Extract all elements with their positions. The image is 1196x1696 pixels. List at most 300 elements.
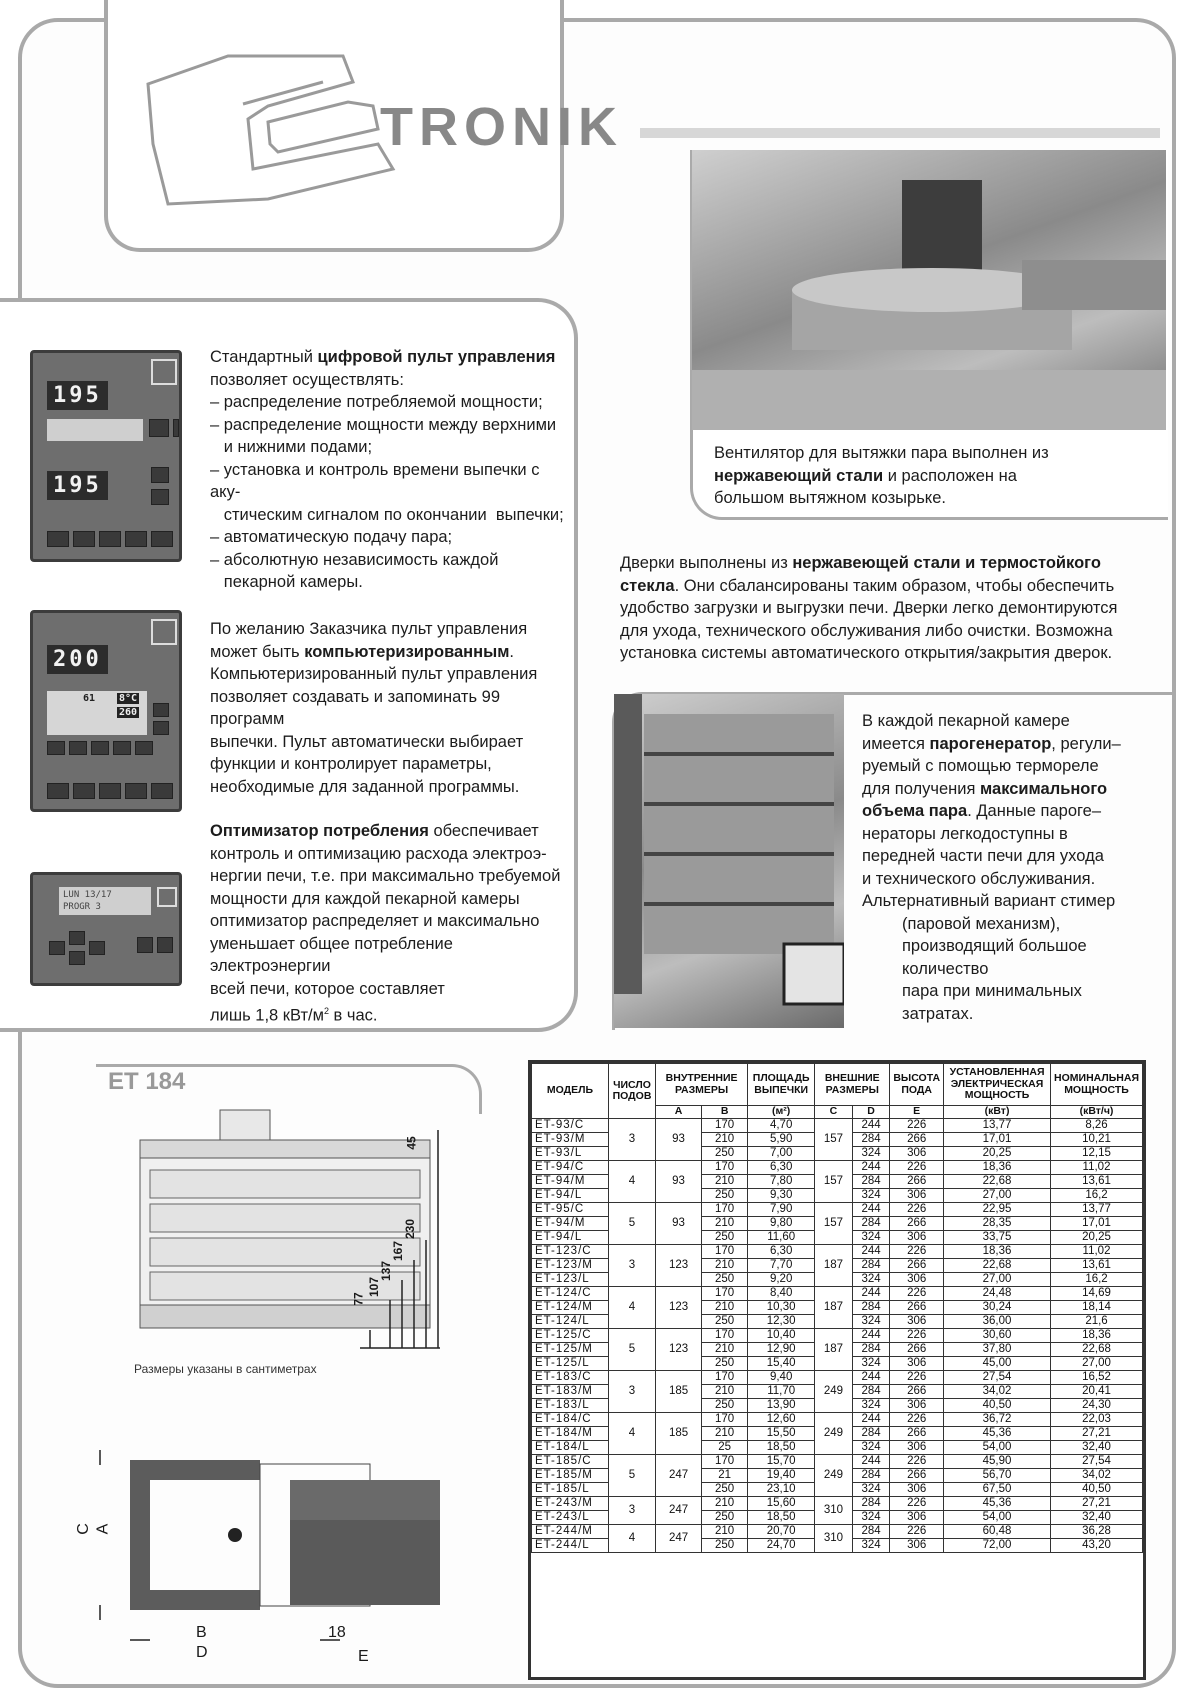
- table-cell: ET-244/M: [532, 1525, 609, 1539]
- table-cell: 157: [815, 1161, 853, 1203]
- text-line: функции и контролирует параметры,: [210, 755, 492, 773]
- table-cell: 11,60: [748, 1231, 815, 1245]
- text-fragment: . Они сбалансированы таким образом, чтобы обеспечить: [674, 576, 1115, 595]
- panel-function-button[interactable]: [73, 531, 95, 547]
- table-cell: 324: [852, 1399, 890, 1413]
- dim-label: 137: [379, 1260, 394, 1282]
- sub-header: A: [656, 1106, 702, 1119]
- table-cell: 266: [890, 1427, 944, 1441]
- table-cell: 226: [890, 1455, 944, 1469]
- table-cell: 27,21: [1051, 1497, 1143, 1511]
- table-cell: 324: [852, 1231, 890, 1245]
- table-cell: ET-244/L: [532, 1539, 609, 1553]
- table-cell: 5,90: [748, 1133, 815, 1147]
- table-cell: 210: [702, 1301, 748, 1315]
- text-line: затратах.: [902, 1004, 974, 1023]
- text-fragment: . Данные пароге–: [967, 802, 1102, 820]
- text-fragment: и расположен на: [883, 466, 1017, 485]
- table-cell: 36,00: [944, 1315, 1051, 1329]
- table-cell: 18,36: [1051, 1329, 1143, 1343]
- dimensions-caption: Размеры указаны в сантиметрах: [134, 1362, 317, 1376]
- table-cell: 244: [852, 1245, 890, 1259]
- dim-label: 45: [404, 1136, 419, 1150]
- table-cell: 187: [815, 1245, 853, 1287]
- table-cell: ET-124/M: [532, 1301, 609, 1315]
- table-row: [532, 1245, 1143, 1259]
- table-cell: 284: [852, 1343, 890, 1357]
- table-cell: 45,36: [944, 1427, 1051, 1441]
- text-line: По желанию Заказчика пульт управления: [210, 620, 528, 638]
- text-bold: максимального: [980, 779, 1108, 798]
- table-cell: 250: [702, 1483, 748, 1497]
- panel-function-button[interactable]: [73, 783, 95, 799]
- table-cell: 12,15: [1051, 1147, 1143, 1161]
- table-cell: ET-183/C: [532, 1371, 609, 1385]
- table-cell: 210: [702, 1133, 748, 1147]
- text-fragment: может быть: [210, 642, 305, 661]
- table-cell: 22,68: [1051, 1343, 1143, 1357]
- table-cell: 27,00: [1051, 1357, 1143, 1371]
- table-cell: 284: [852, 1427, 890, 1441]
- table-cell: 13,77: [1051, 1203, 1143, 1217]
- panel-key[interactable]: [135, 741, 153, 755]
- list-item: – распределение мощности между верхними: [210, 415, 557, 434]
- table-cell: 284: [852, 1133, 890, 1147]
- fan-caption: [714, 442, 1154, 510]
- table-cell: 24,48: [944, 1287, 1051, 1301]
- list-item: и нижними подами;: [210, 438, 373, 456]
- panel-function-button[interactable]: [99, 531, 121, 547]
- down-arrow-button[interactable]: [151, 489, 169, 505]
- panel-logo-icon: [151, 619, 177, 645]
- table-cell: 284: [852, 1385, 890, 1399]
- table-cell: 16,2: [1051, 1273, 1143, 1287]
- table-row: [532, 1497, 1143, 1511]
- text-fragment: Стандартный: [210, 348, 318, 366]
- table-cell: 8,40: [748, 1287, 815, 1301]
- text-fragment: Дверки выполнены из: [620, 554, 793, 572]
- table-cell: 28,35: [944, 1217, 1051, 1231]
- table-cell: 18,50: [748, 1441, 815, 1455]
- table-cell: 244: [852, 1161, 890, 1175]
- table-cell: 210: [702, 1343, 748, 1357]
- table-cell: 250: [702, 1357, 748, 1371]
- list-item: – установка и контроль времени выпечки с аку-: [210, 460, 540, 501]
- table-cell: 250: [702, 1189, 748, 1203]
- table-cell: 250: [702, 1231, 748, 1245]
- table-cell: 93: [656, 1119, 702, 1161]
- table-cell: 187: [815, 1329, 853, 1371]
- panel-display-bottom: 195: [47, 471, 108, 500]
- col-header: УСТАНОВЛЕННАЯ ЭЛЕКТРИЧЕСКАЯ МОЩНОСТЬ: [944, 1064, 1051, 1106]
- spec-table-body: [532, 1119, 1143, 1553]
- table-cell: 244: [852, 1329, 890, 1343]
- brand-title: TRONIK: [380, 97, 623, 157]
- panel-display-top: 195: [47, 381, 108, 410]
- text-line: производящий большое: [902, 937, 1087, 955]
- table-cell: 187: [815, 1287, 853, 1329]
- table-cell: 250: [702, 1539, 748, 1553]
- table-cell: 5: [609, 1329, 656, 1371]
- table-cell: 249: [815, 1455, 853, 1497]
- table-cell: ET-125/L: [532, 1357, 609, 1371]
- table-row: [532, 1329, 1143, 1343]
- table-cell: 3: [609, 1497, 656, 1525]
- table-row: [532, 1161, 1143, 1175]
- table-cell: 123: [656, 1287, 702, 1329]
- table-cell: 15,50: [748, 1427, 815, 1441]
- table-cell: 247: [656, 1525, 702, 1553]
- table-cell: 284: [852, 1175, 890, 1189]
- table-cell: ET-93/M: [532, 1133, 609, 1147]
- table-cell: 266: [890, 1133, 944, 1147]
- table-cell: 67,50: [944, 1483, 1051, 1497]
- table-cell: 324: [852, 1539, 890, 1553]
- table-cell: 324: [852, 1441, 890, 1455]
- section-optimizer: [210, 820, 570, 1027]
- text-line: нергии печи, т.е. при максимально требуемой: [210, 867, 561, 885]
- table-cell: ET-183/L: [532, 1399, 609, 1413]
- text-line: пара при минимальных: [902, 982, 1082, 1000]
- table-cell: 226: [890, 1245, 944, 1259]
- table-cell: 32,40: [1051, 1511, 1143, 1525]
- table-cell: 22,03: [1051, 1413, 1143, 1427]
- table-cell: ET-184/C: [532, 1413, 609, 1427]
- table-cell: 10,30: [748, 1301, 815, 1315]
- text-line: установка системы автоматического открытия/закрытия дверок.: [620, 644, 1113, 662]
- table-cell: 226: [890, 1329, 944, 1343]
- table-cell: 226: [890, 1371, 944, 1385]
- table-cell: 250: [702, 1511, 748, 1525]
- text-fragment: .: [509, 642, 515, 661]
- grey-strip: [640, 128, 1160, 138]
- text-line: руемый с помощью термореле: [862, 757, 1099, 775]
- table-cell: ET-93/L: [532, 1147, 609, 1161]
- table-cell: 20,70: [748, 1525, 815, 1539]
- display-line: LUN 13/17: [63, 890, 112, 900]
- down-arrow-button[interactable]: [69, 951, 85, 965]
- table-cell: 11,70: [748, 1385, 815, 1399]
- table-cell: 170: [702, 1245, 748, 1259]
- text-fragment: , регули–: [1051, 734, 1121, 753]
- panel-graphic-screen: [47, 691, 147, 735]
- text-line: Вентилятор для вытяжки пара выполнен из: [714, 444, 1049, 462]
- table-cell: 13,61: [1051, 1259, 1143, 1273]
- computerized-control-panel: [30, 610, 182, 812]
- panel-key[interactable]: [91, 741, 109, 755]
- table-cell: 185: [656, 1371, 702, 1413]
- panel-key[interactable]: [69, 741, 87, 755]
- table-cell: 45,36: [944, 1497, 1051, 1511]
- table-cell: 27,54: [944, 1371, 1051, 1385]
- panel-key[interactable]: [47, 741, 65, 755]
- text-line: передней части печи для ухода: [862, 847, 1104, 865]
- table-cell: ET-124/L: [532, 1315, 609, 1329]
- dim-label: 230: [403, 1218, 418, 1240]
- table-cell: 4: [609, 1413, 656, 1455]
- table-cell: 16,52: [1051, 1371, 1143, 1385]
- table-cell: 27,21: [1051, 1427, 1143, 1441]
- panel-logo-icon: [157, 887, 177, 907]
- table-cell: 324: [852, 1273, 890, 1287]
- table-cell: 266: [890, 1343, 944, 1357]
- table-cell: 185: [656, 1413, 702, 1455]
- text-line: для ухода, технического обслуживания либо очистки. Возможна: [620, 621, 1113, 640]
- table-cell: 250: [702, 1147, 748, 1161]
- table-cell: 244: [852, 1413, 890, 1427]
- spec-table-box: [528, 1060, 1146, 1680]
- fan-illustration-icon: [692, 150, 1166, 430]
- table-cell: 266: [890, 1301, 944, 1315]
- table-cell: 157: [815, 1119, 853, 1161]
- table-cell: 9,30: [748, 1189, 815, 1203]
- table-cell: 13,77: [944, 1119, 1051, 1133]
- table-cell: 250: [702, 1315, 748, 1329]
- table-cell: 210: [702, 1217, 748, 1231]
- table-cell: 170: [702, 1455, 748, 1469]
- table-cell: 157: [815, 1203, 853, 1245]
- up-arrow-button[interactable]: [153, 703, 169, 717]
- table-cell: ET-183/M: [532, 1385, 609, 1399]
- table-cell: ET-185/M: [532, 1469, 609, 1483]
- table-cell: 210: [702, 1259, 748, 1273]
- text-line: выпечки. Пульт автоматически выбирает: [210, 732, 524, 751]
- table-cell: 170: [702, 1119, 748, 1133]
- table-cell: ET-123/M: [532, 1259, 609, 1273]
- text-line: оптимизатор распределяет и максимально: [210, 912, 540, 930]
- table-cell: 36,72: [944, 1413, 1051, 1427]
- table-cell: 284: [852, 1259, 890, 1273]
- table-cell: 226: [890, 1287, 944, 1301]
- table-cell: 16,2: [1051, 1189, 1143, 1203]
- table-cell: 3: [609, 1245, 656, 1287]
- table-cell: 3: [609, 1119, 656, 1161]
- screen-text: 61: [83, 693, 96, 704]
- table-cell: 284: [852, 1525, 890, 1539]
- table-cell: 170: [702, 1329, 748, 1343]
- plan-label-d: D: [196, 1644, 208, 1661]
- table-cell: 247: [656, 1455, 702, 1497]
- text-sup: 2: [323, 1006, 329, 1016]
- table-cell: 17,01: [944, 1133, 1051, 1147]
- table-cell: ET-185/C: [532, 1455, 609, 1469]
- table-cell: 6,30: [748, 1161, 815, 1175]
- table-cell: 5: [609, 1455, 656, 1497]
- sub-header: (м²): [748, 1106, 815, 1119]
- panel-logo-icon: [151, 359, 177, 385]
- col-header: ВНУТРЕННИЕ РАЗМЕРЫ: [656, 1064, 748, 1106]
- table-cell: 7,00: [748, 1147, 815, 1161]
- col-header: ВЫСОТА ПОДА: [890, 1064, 944, 1106]
- col-header: МОДЕЛЬ: [532, 1064, 609, 1119]
- table-cell: ET-94/L: [532, 1231, 609, 1245]
- table-cell: 40,50: [1051, 1483, 1143, 1497]
- table-row: [532, 1371, 1143, 1385]
- table-cell: 93: [656, 1203, 702, 1245]
- table-cell: 11,02: [1051, 1245, 1143, 1259]
- table-cell: ET-184/L: [532, 1441, 609, 1455]
- sub-header: B: [702, 1106, 748, 1119]
- text-line: количество: [902, 959, 989, 978]
- table-cell: ET-94/M: [532, 1217, 609, 1231]
- table-cell: 284: [852, 1301, 890, 1315]
- col-header: НОМИНАЛЬНАЯ МОЩНОСТЬ: [1051, 1064, 1143, 1106]
- table-cell: 210: [702, 1175, 748, 1189]
- table-cell: 226: [890, 1497, 944, 1511]
- table-cell: 22,95: [944, 1203, 1051, 1217]
- table-cell: 30,24: [944, 1301, 1051, 1315]
- right-arrow-button[interactable]: [89, 941, 105, 955]
- table-cell: 19,40: [748, 1469, 815, 1483]
- table-cell: 33,75: [944, 1231, 1051, 1245]
- doors-description: [620, 552, 1160, 665]
- table-cell: 244: [852, 1455, 890, 1469]
- plan-label-a: A: [94, 1523, 112, 1535]
- panel-function-button[interactable]: [125, 783, 147, 799]
- up-arrow-button[interactable]: [151, 467, 169, 483]
- text-fragment: для получения: [862, 779, 981, 798]
- table-cell: 6,30: [748, 1245, 815, 1259]
- optimizer-display: [59, 887, 151, 915]
- table-cell: 24,70: [748, 1539, 815, 1553]
- panel-function-button[interactable]: [125, 531, 147, 547]
- list-item: – абсолютную независимость каждой: [210, 550, 499, 569]
- display-line: PROGR 3: [63, 902, 101, 912]
- table-cell: 72,00: [944, 1539, 1051, 1553]
- table-cell: 306: [890, 1399, 944, 1413]
- table-cell: 37,80: [944, 1343, 1051, 1357]
- table-cell: 306: [890, 1511, 944, 1525]
- col-header: ЧИСЛО ПОДОВ: [609, 1064, 656, 1119]
- panel-function-button[interactable]: [47, 531, 69, 547]
- table-cell: 4: [609, 1525, 656, 1553]
- text-line: Компьютеризированный пульт управления: [210, 665, 538, 683]
- table-cell: 27,00: [944, 1189, 1051, 1203]
- table-cell: 306: [890, 1357, 944, 1371]
- table-cell: 306: [890, 1483, 944, 1497]
- table-cell: 123: [656, 1329, 702, 1371]
- list-item: – распределение потребляемой мощности;: [210, 393, 543, 411]
- table-cell: 25: [702, 1441, 748, 1455]
- down-arrow-button[interactable]: [153, 721, 169, 735]
- table-cell: 250: [702, 1273, 748, 1287]
- table-cell: 170: [702, 1371, 748, 1385]
- table-cell: 8,26: [1051, 1119, 1143, 1133]
- col-header: ВНЕШНИЕ РАЗМЕРЫ: [815, 1064, 890, 1106]
- panel-function-button[interactable]: [99, 783, 121, 799]
- table-cell: 226: [890, 1119, 944, 1133]
- table-cell: 18,50: [748, 1511, 815, 1525]
- text-line: мощности для каждой пекарной камеры: [210, 889, 520, 908]
- table-cell: 266: [890, 1469, 944, 1483]
- oven-interior-icon: [614, 694, 844, 1028]
- dim-label: 107: [367, 1276, 382, 1298]
- p-button[interactable]: [157, 937, 173, 953]
- table-cell: 12,60: [748, 1413, 815, 1427]
- s-button[interactable]: [137, 937, 153, 953]
- text-line: большом вытяжном козырьке.: [714, 489, 946, 507]
- table-cell: 306: [890, 1231, 944, 1245]
- table-cell: 210: [702, 1525, 748, 1539]
- table-cell: 244: [852, 1119, 890, 1133]
- table-cell: 226: [890, 1525, 944, 1539]
- panel-function-button[interactable]: [151, 531, 173, 547]
- table-cell: 210: [702, 1427, 748, 1441]
- dim-label: 167: [391, 1240, 406, 1262]
- table-cell: 170: [702, 1161, 748, 1175]
- panel-key[interactable]: [149, 419, 169, 437]
- table-cell: 60,48: [944, 1525, 1051, 1539]
- table-cell: 244: [852, 1287, 890, 1301]
- table-cell: 54,00: [944, 1441, 1051, 1455]
- text-bold: Оптимизатор потребления: [210, 822, 429, 840]
- plan-label-e: E: [358, 1648, 369, 1665]
- up-arrow-button[interactable]: [69, 931, 85, 945]
- table-cell: 34,02: [1051, 1469, 1143, 1483]
- optimizer-panel: [30, 872, 182, 986]
- table-cell: 324: [852, 1483, 890, 1497]
- text-bold: нержавеющей стали и термостойкого: [792, 554, 1101, 572]
- table-cell: 34,02: [944, 1385, 1051, 1399]
- panel-key[interactable]: [113, 741, 131, 755]
- text-line: Альтернативный вариант стимер: [862, 892, 1116, 910]
- plan-label-18: 18: [328, 1624, 346, 1641]
- spec-table: [531, 1063, 1143, 1553]
- table-cell: 306: [890, 1189, 944, 1203]
- table-cell: ET-94/L: [532, 1189, 609, 1203]
- panel-function-button[interactable]: [151, 783, 173, 799]
- table-row: [532, 1525, 1143, 1539]
- sub-header: E: [890, 1106, 944, 1119]
- table-cell: 250: [702, 1399, 748, 1413]
- table-cell: 4: [609, 1287, 656, 1329]
- table-cell: ET-123/C: [532, 1245, 609, 1259]
- table-cell: 244: [852, 1203, 890, 1217]
- table-cell: 210: [702, 1385, 748, 1399]
- text-bold: компьютеризированным: [304, 642, 510, 661]
- table-cell: ET-95/C: [532, 1203, 609, 1217]
- table-cell: 17,01: [1051, 1217, 1143, 1231]
- table-cell: 12,90: [748, 1343, 815, 1357]
- table-cell: 324: [852, 1189, 890, 1203]
- table-cell: 284: [852, 1469, 890, 1483]
- panel-key[interactable]: [173, 419, 179, 437]
- table-cell: 15,40: [748, 1357, 815, 1371]
- plan-label-b: B: [196, 1624, 207, 1641]
- table-cell: 306: [890, 1539, 944, 1553]
- panel-function-button[interactable]: [47, 783, 69, 799]
- text-line: позволяет осуществлять:: [210, 370, 404, 389]
- table-cell: 210: [702, 1497, 748, 1511]
- table-cell: ET-125/M: [532, 1343, 609, 1357]
- table-cell: 266: [890, 1259, 944, 1273]
- fan-photo: [692, 150, 1166, 430]
- table-cell: 9,20: [748, 1273, 815, 1287]
- left-arrow-button[interactable]: [49, 941, 65, 955]
- text-fragment: обеспечивает: [428, 822, 539, 840]
- table-cell: 24,30: [1051, 1399, 1143, 1413]
- table-cell: ET-243/L: [532, 1511, 609, 1525]
- table-cell: 7,80: [748, 1175, 815, 1189]
- table-cell: 226: [890, 1203, 944, 1217]
- table-cell: 284: [852, 1217, 890, 1231]
- steam-description: [862, 710, 1162, 1025]
- text-line: уменьшает общее потребление электроэнергии: [210, 934, 453, 975]
- table-cell: 7,70: [748, 1259, 815, 1273]
- table-cell: 266: [890, 1385, 944, 1399]
- table-cell: 306: [890, 1441, 944, 1455]
- table-cell: ET-184/M: [532, 1427, 609, 1441]
